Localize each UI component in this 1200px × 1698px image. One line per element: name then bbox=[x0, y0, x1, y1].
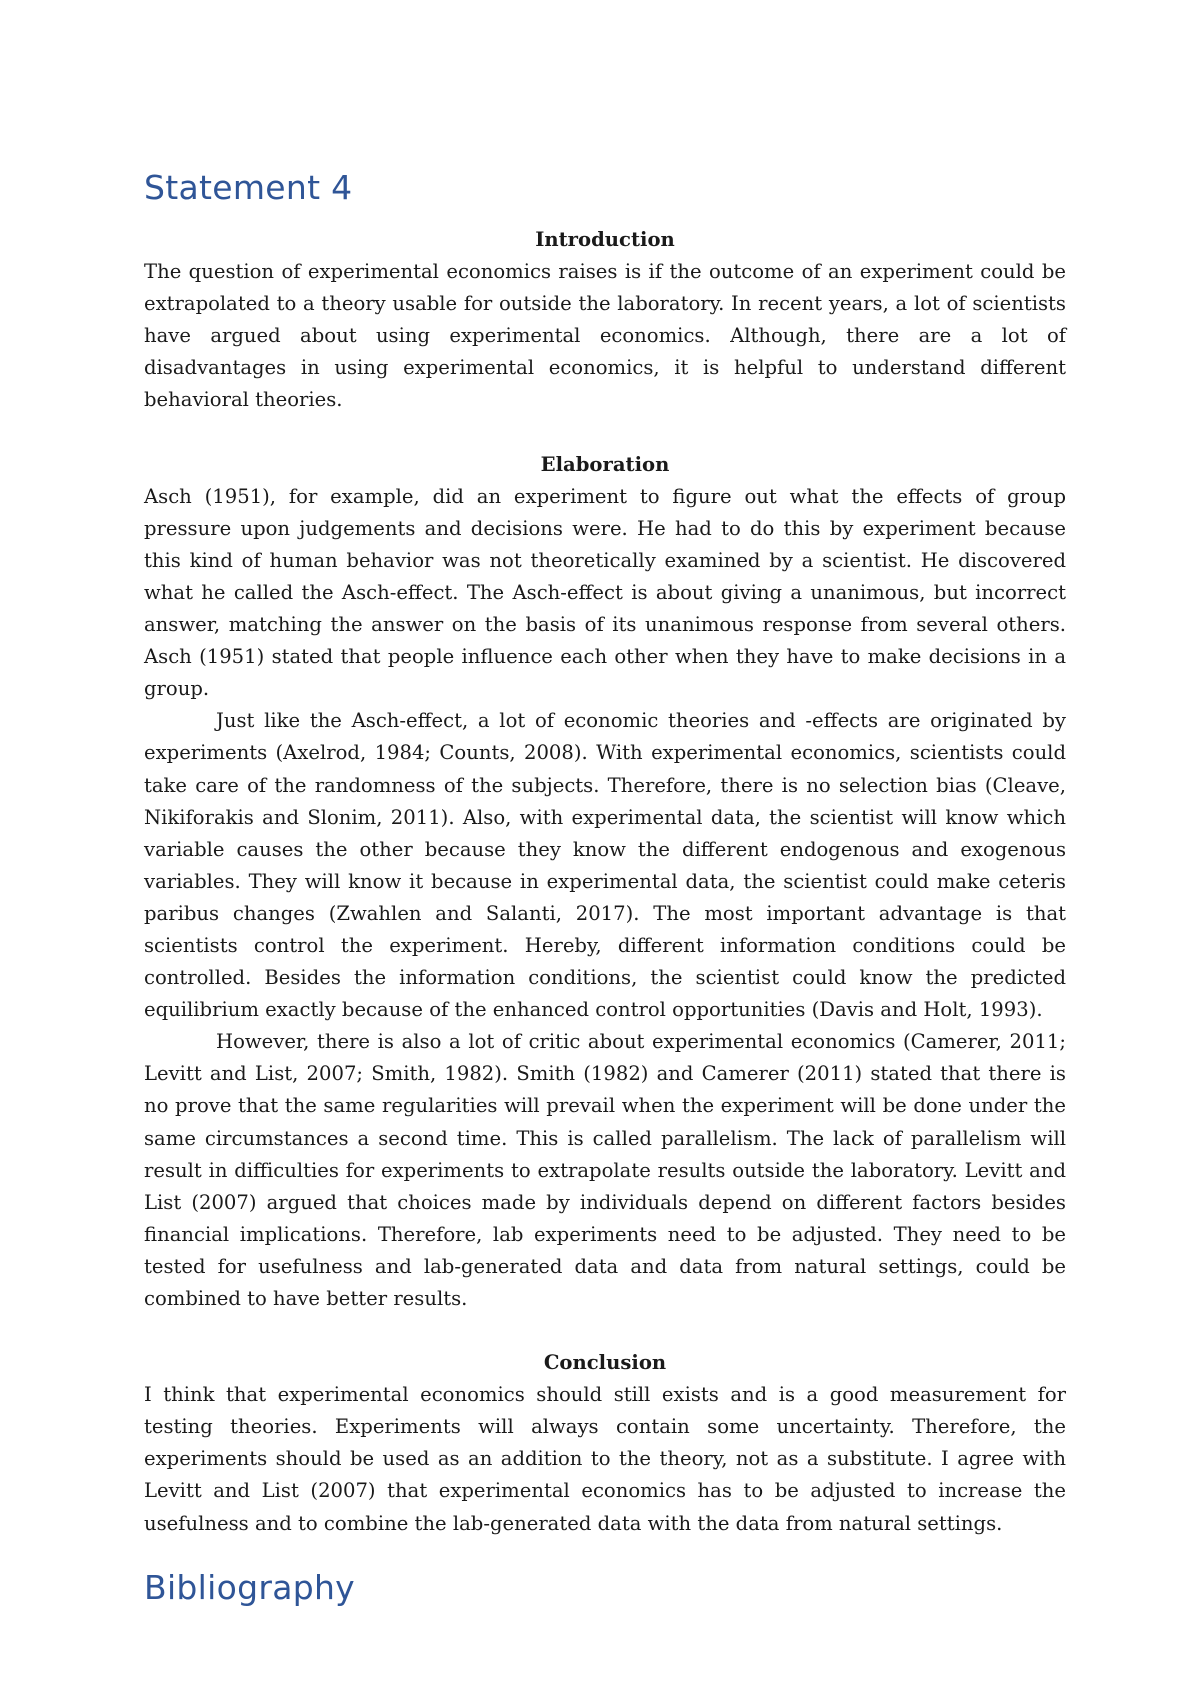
elaboration-paragraph-1: Asch (1951), for example, did an experiment to figure out what the effects of group pressure upon judgements and decisions were. He had to do this by experiment because this kind of human behavior was not theoretically examined by a scientist. He discovered what he called the Asch-effect. The Asch-effect is about giving a unanimous, but incorrect answer, matching the answer on the basis of its unanimous response from several others. Asch (1951) stated that people influence each other when they have to make decisions in a group. bbox=[144, 484, 1066, 701]
section-heading-introduction: Introduction bbox=[535, 228, 675, 251]
section-heading-conclusion: Conclusion bbox=[543, 1351, 667, 1375]
section-heading-elaboration: Elaboration bbox=[540, 452, 670, 476]
document-title: Statement 4 bbox=[144, 168, 353, 207]
section-introduction bbox=[144, 224, 1066, 417]
spacer bbox=[144, 417, 1066, 449]
elaboration-paragraph-3: However, there is also a lot of critic about experimental economics (Camerer, 2011; Levitt and List, 2007; Smith, 1982). Smith (1982) and Camerer (2011) stated that there is no prove that the same regularities will prevail when the experiment will be done under the same circumstances a second time. This is called parallelism. The lack of parallelism will result in difficulties for experiments to extrapolate results outside the laboratory. Levitt and List (2007) argued that choices made by individuals depend on different factors besides financial implications. Therefore, lab experiments need to be adjusted. They need to be tested for usefulness and lab-generated data and data from natural settings, could be combined to have better results. bbox=[144, 1030, 1066, 1310]
introduction-paragraph: The question of experimental economics raises is if the outcome of an experiment could be extrapolated to a theory usable for outside the laboratory. In recent years, a lot of scientists have argued about using experimental economics. Although, there are a lot of disadvantages in using experimental economics, it is helpful to understand different behavioral theories. bbox=[144, 260, 1066, 412]
spacer bbox=[144, 1315, 1066, 1347]
conclusion-paragraph: I think that experimental economics should still exists and is a good measurement for testing theories. Experiments will always contain some uncertainty. Therefore, the experiments should be used as an addition to the theory, not as a substitute. I agree with Levitt and List (2007) that experimental economics has to be adjusted to increase the usefulness and to combine the lab-generated data with the data from natural settings. bbox=[144, 1383, 1066, 1535]
section-elaboration bbox=[144, 449, 1066, 1316]
document-body bbox=[144, 166, 1066, 1610]
section-conclusion bbox=[144, 1347, 1066, 1540]
bibliography-heading: Bibliography bbox=[144, 1567, 356, 1607]
elaboration-paragraph-2: Just like the Asch-effect, a lot of economic theories and -effects are originated by experiments (Axelrod, 1984; Counts, 2008). With experimental economics, scientists could take care of the randomness of the subjects. Therefore, there is no selection bias (Cleave, Nikiforakis and Slonim, 2011). Also, with experimental data, the scientist will know which variable causes the other because they know the different endogenous and exogenous variables. They will know it because in experimental data, the scientist could make ceteris paribus changes (Zwahlen and Salanti, 2017). The most important advantage is that scientists control the experiment. Hereby, different information conditions could be controlled. Besides the information conditions, the scientist could know the predicted equilibrium exactly because of the enhanced control opportunities (Davis and Holt, 1993). bbox=[144, 709, 1066, 1022]
